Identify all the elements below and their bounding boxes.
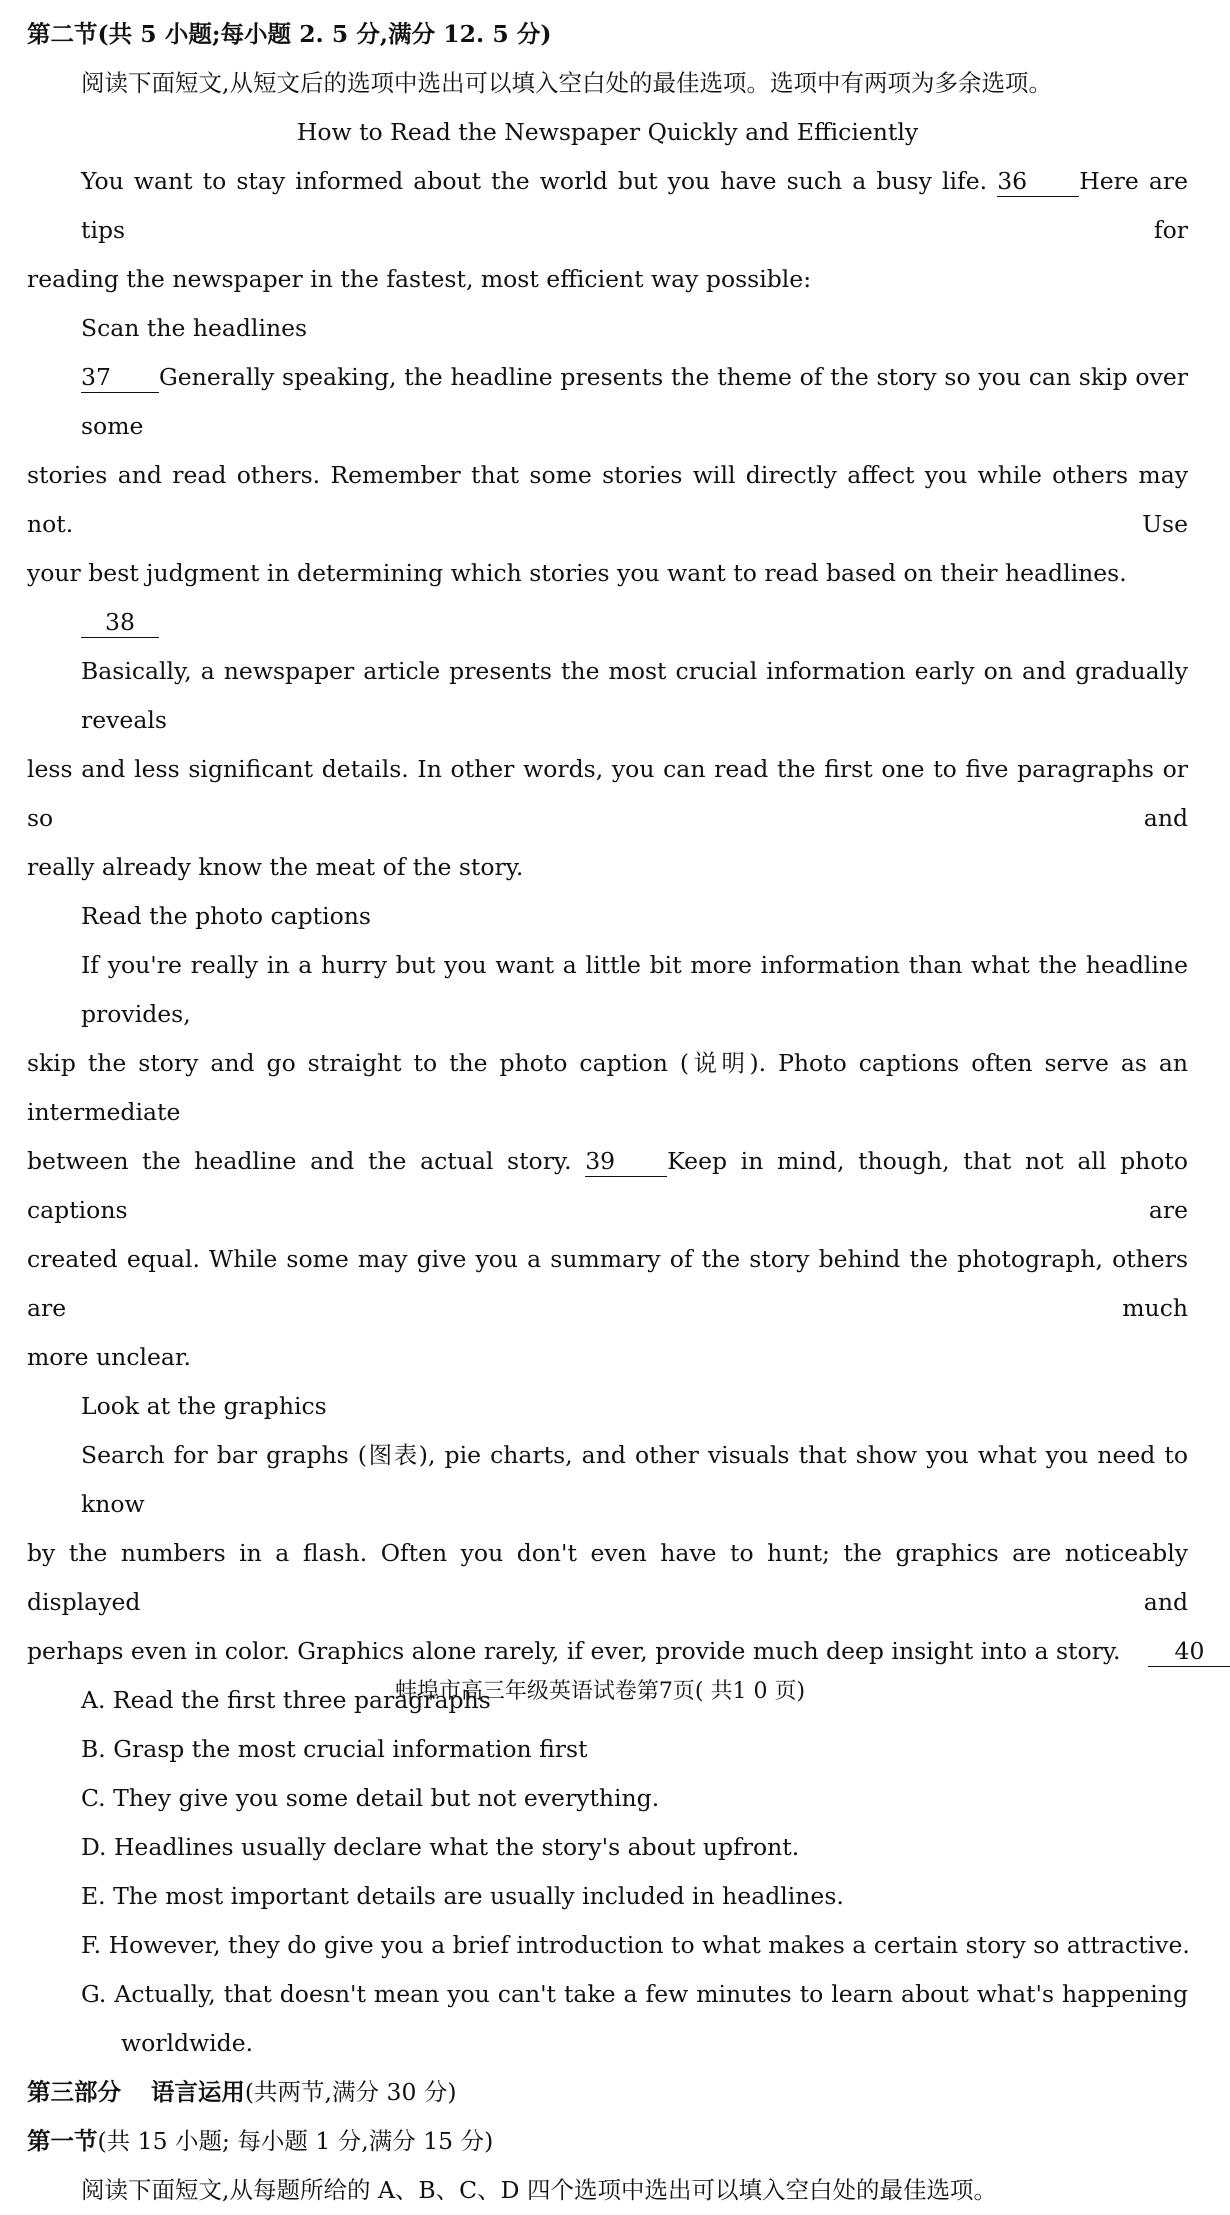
option-e: E. The most important details are usually included in headlines. <box>81 1882 844 1910</box>
paragraph-4: If you're really in a hurry but you want a little bit more information than what the headline provides, <box>81 951 1188 1028</box>
page-footer: 蚌埠市高三年级英语试卷第7页( 共1 0 页) <box>394 1679 806 1704</box>
paragraph-3: Basically, a newspaper article presents the most crucial information early on and gradually reveals <box>81 657 1188 734</box>
blank-40: 40 <box>1148 1636 1230 1667</box>
paragraph-2: 37 Generally speaking, the headline presents the theme of the story so you can skip over some <box>81 363 1188 440</box>
subheading-graphics: Look at the graphics <box>81 1392 327 1420</box>
section2-header: 第二节(共 5 小题;每小题 2. 5 分,满分 12. 5 分) <box>27 20 552 48</box>
paragraph-4-blank-line: between the headline and the actual story. 39 Keep in mind, though, that not all photo captions are <box>27 1147 1188 1224</box>
option-c: C. They give you some detail but not everything. <box>81 1784 660 1812</box>
blank-39: 39 <box>585 1146 667 1177</box>
paragraph-1-cont: reading the newspaper in the fastest, most efficient way possible: <box>27 265 812 293</box>
blank-37: 37 <box>81 362 159 393</box>
part3-header: 第三部分 语言运用(共两节,满分 30 分) <box>27 2078 457 2106</box>
paragraph-2-end: your best judgment in determining which stories you want to read based on their headlines. <box>27 559 1127 587</box>
paragraph-5: Search for bar graphs (图表), pie charts, and other visuals that show you what you need to know <box>81 1441 1188 1518</box>
option-g-cont: worldwide. <box>121 2029 254 2057</box>
paragraph-4-cont2: created equal. While some may give you a summary of the story behind the photograph, others are much <box>27 1245 1188 1322</box>
paragraph-3-end: really already know the meat of the story. <box>27 853 524 881</box>
part3-section1-header: 第一节(共 15 小题; 每小题 1 分,满分 15 分) <box>27 2127 494 2155</box>
subheading-scan: Scan the headlines <box>81 314 308 342</box>
paragraph-5-cont: by the numbers in a flash. Often you don't even have to hunt; the graphics are noticeably displayed and <box>27 1539 1188 1616</box>
paragraph-1: You want to stay informed about the world but you have such a busy life. 36 Here are tips for <box>81 167 1188 244</box>
blank-36: 36 <box>997 166 1079 197</box>
paragraph-4-end: more unclear. <box>27 1343 192 1371</box>
paragraph-3-cont: less and less significant details. In other words, you can read the first one to five paragraphs or so and <box>27 755 1188 832</box>
option-a: A. Read the first three paragraphs <box>81 1686 491 1714</box>
section2-instruction: 阅读下面短文,从短文后的选项中选出可以填入空白处的最佳选项。选项中有两项为多余选项。 <box>81 69 1052 97</box>
blank-38: 38 <box>81 607 159 638</box>
subheading-photo: Read the photo captions <box>81 902 371 930</box>
subheading-38 <box>27 598 1188 647</box>
paragraph-2-cont: stories and read others. Remember that some stories will directly affect you while others may not. Use <box>27 461 1188 538</box>
option-f: F. However, they do give you a brief introduction to what makes a certain story so attractive. <box>81 1931 1190 1959</box>
option-b: B. Grasp the most crucial information first <box>81 1735 588 1763</box>
passage-title: How to Read the Newspaper Quickly and Efficiently <box>296 118 919 146</box>
paragraph-4-cont: skip the story and go straight to the photo caption (说明). Photo captions often serve as an intermediate <box>27 1049 1188 1126</box>
option-d: D. Headlines usually declare what the story's about upfront. <box>81 1833 800 1861</box>
option-g: G. Actually, that doesn't mean you can't take a few minutes to learn about what's happening <box>81 1980 1188 2008</box>
paragraph-5-end: perhaps even in color. Graphics alone rarely, if ever, provide much deep insight into a story. 40 <box>27 1627 1188 1676</box>
part3-instruction: 阅读下面短文,从每题所给的 A、B、C、D 四个选项中选出可以填入空白处的最佳选项。 <box>81 2176 997 2204</box>
